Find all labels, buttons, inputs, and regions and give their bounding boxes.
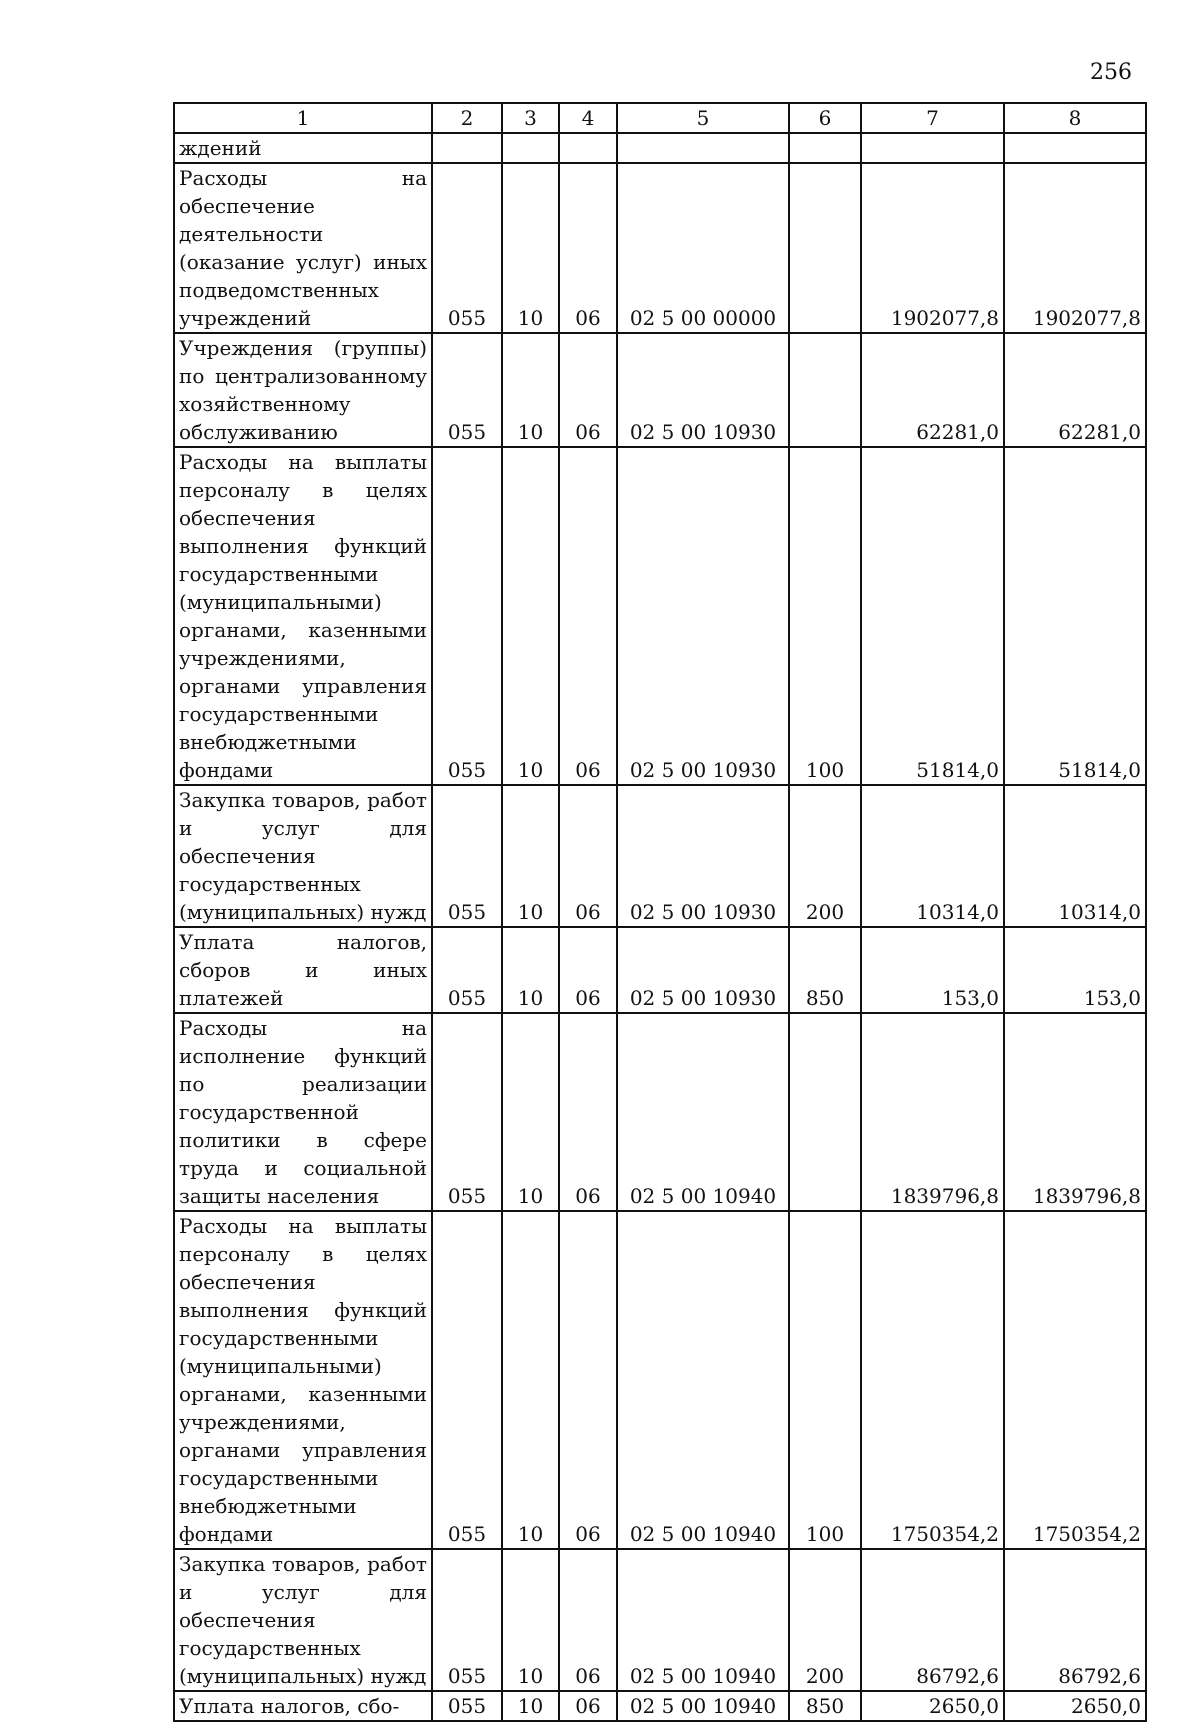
table-row (174, 163, 1146, 333)
admin-code-cell: 055 (432, 1691, 502, 1721)
amount-cell-7: 10314,0 (861, 785, 1004, 927)
subsection-cell: 06 (559, 1549, 617, 1691)
target-article-cell: 02 5 00 10940 (617, 1211, 789, 1549)
amount-cell-8: 1750354,2 (1004, 1211, 1146, 1549)
expense-type-cell (789, 133, 861, 163)
expense-type-cell (789, 1013, 861, 1211)
header-cell: 2 (432, 103, 502, 133)
target-article-cell: 02 5 00 10930 (617, 333, 789, 447)
target-article-cell: 02 5 00 00000 (617, 163, 789, 333)
admin-code-cell: 055 (432, 447, 502, 785)
admin-code-cell: 055 (432, 1211, 502, 1549)
table-header-row (174, 103, 1146, 133)
section-cell: 10 (502, 163, 559, 333)
admin-code-cell: 055 (432, 1013, 502, 1211)
amount-cell-8: 51814,0 (1004, 447, 1146, 785)
expense-type-cell (789, 333, 861, 447)
target-article-cell: 02 5 00 10930 (617, 447, 789, 785)
subsection-cell: 06 (559, 163, 617, 333)
amount-cell-7: 1750354,2 (861, 1211, 1004, 1549)
subsection-cell: 06 (559, 333, 617, 447)
amount-cell-8: 153,0 (1004, 927, 1146, 1013)
table-row (174, 1549, 1146, 1691)
table-row (174, 447, 1146, 785)
row-description: Расходы на обеспечение деятельности (оказание услуг) иных подведомственных учреждений (174, 163, 432, 333)
page-number: 256 (1090, 60, 1132, 85)
section-cell: 10 (502, 1211, 559, 1549)
row-description: ждений (174, 133, 432, 163)
section-cell: 10 (502, 927, 559, 1013)
expense-type-cell (789, 163, 861, 333)
target-article-cell: 02 5 00 10940 (617, 1549, 789, 1691)
amount-cell-7: 1902077,8 (861, 163, 1004, 333)
table-row (174, 1211, 1146, 1549)
subsection-cell (559, 133, 617, 163)
admin-code-cell: 055 (432, 333, 502, 447)
subsection-cell: 06 (559, 1013, 617, 1211)
amount-cell-8: 2650,0 (1004, 1691, 1146, 1721)
amount-cell-8: 10314,0 (1004, 785, 1146, 927)
row-description: Учреждения (группы) по централизованному хозяйственному обслуживанию (174, 333, 432, 447)
table-row (174, 333, 1146, 447)
target-article-cell (617, 133, 789, 163)
section-cell: 10 (502, 447, 559, 785)
table-row (174, 1013, 1146, 1211)
expense-type-cell: 200 (789, 1549, 861, 1691)
subsection-cell: 06 (559, 927, 617, 1013)
section-cell: 10 (502, 1691, 559, 1721)
amount-cell-8: 1902077,8 (1004, 163, 1146, 333)
row-description: Уплата налогов, сбо- (174, 1691, 432, 1721)
header-cell: 3 (502, 103, 559, 133)
header-cell: 6 (789, 103, 861, 133)
header-cell: 7 (861, 103, 1004, 133)
amount-cell-7: 153,0 (861, 927, 1004, 1013)
row-description: Расходы на выплаты персоналу в целях обеспечения выполнения функций государственными (муниципальными) органами, казенными учреждениями, органами управления государственными внебюджетными фондами (174, 1211, 432, 1549)
expense-type-cell: 200 (789, 785, 861, 927)
row-description: Закупка товаров, работ и услуг для обеспечения государственных (муниципальных) нужд (174, 785, 432, 927)
admin-code-cell: 055 (432, 927, 502, 1013)
section-cell (502, 133, 559, 163)
amount-cell-7: 62281,0 (861, 333, 1004, 447)
amount-cell-7: 1839796,8 (861, 1013, 1004, 1211)
amount-cell-8: 1839796,8 (1004, 1013, 1146, 1211)
table-row (174, 133, 1146, 163)
admin-code-cell: 055 (432, 163, 502, 333)
subsection-cell: 06 (559, 1211, 617, 1549)
subsection-cell: 06 (559, 1691, 617, 1721)
target-article-cell: 02 5 00 10940 (617, 1013, 789, 1211)
amount-cell-8: 62281,0 (1004, 333, 1146, 447)
target-article-cell: 02 5 00 10930 (617, 927, 789, 1013)
row-description: Уплата налогов, сборов и иных платежей (174, 927, 432, 1013)
row-description: Расходы на выплаты персоналу в целях обеспечения выполнения функций государственными (муниципальными) органами, казенными учреждениями, органами управления государственными внебюджетными фондами (174, 447, 432, 785)
target-article-cell: 02 5 00 10940 (617, 1691, 789, 1721)
amount-cell-8 (1004, 133, 1146, 163)
header-cell: 5 (617, 103, 789, 133)
expense-type-cell: 850 (789, 1691, 861, 1721)
amount-cell-7: 86792,6 (861, 1549, 1004, 1691)
table-row (174, 785, 1146, 927)
target-article-cell: 02 5 00 10930 (617, 785, 789, 927)
table-row (174, 927, 1146, 1013)
subsection-cell: 06 (559, 447, 617, 785)
amount-cell-7 (861, 133, 1004, 163)
row-description: Закупка товаров, работ и услуг для обеспечения государственных (муниципальных) нужд (174, 1549, 432, 1691)
header-cell: 4 (559, 103, 617, 133)
expense-type-cell: 100 (789, 1211, 861, 1549)
section-cell: 10 (502, 1549, 559, 1691)
expense-type-cell: 850 (789, 927, 861, 1013)
admin-code-cell (432, 133, 502, 163)
section-cell: 10 (502, 785, 559, 927)
admin-code-cell: 055 (432, 785, 502, 927)
subsection-cell: 06 (559, 785, 617, 927)
admin-code-cell: 055 (432, 1549, 502, 1691)
amount-cell-7: 51814,0 (861, 447, 1004, 785)
section-cell: 10 (502, 333, 559, 447)
amount-cell-7: 2650,0 (861, 1691, 1004, 1721)
row-description: Расходы на исполнение функций по реализации государственной политики в сфере труда и социальной защиты населения (174, 1013, 432, 1211)
header-cell: 8 (1004, 103, 1146, 133)
amount-cell-8: 86792,6 (1004, 1549, 1146, 1691)
section-cell: 10 (502, 1013, 559, 1211)
budget-table (173, 102, 1147, 1722)
expense-type-cell: 100 (789, 447, 861, 785)
header-cell: 1 (174, 103, 432, 133)
